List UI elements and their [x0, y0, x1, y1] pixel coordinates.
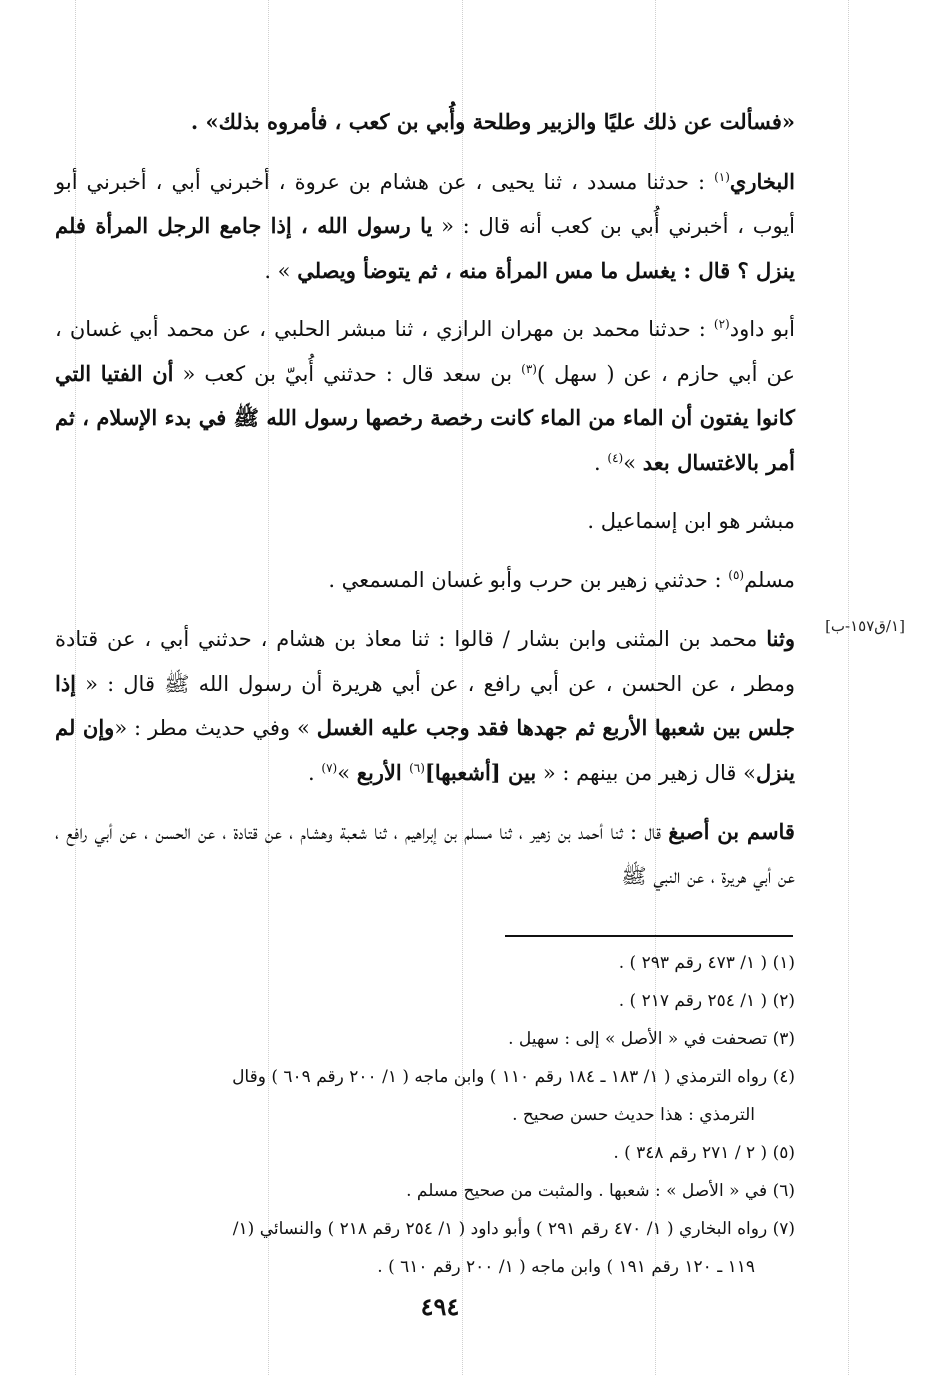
- footnote-ref: (٥): [728, 567, 745, 582]
- manuscript-folio-note: [١/ق١٥٧-ب]: [825, 617, 905, 635]
- footnote-ref: (٢): [713, 317, 730, 331]
- paragraph-1: «فسألت عن ذلك عليًا والزبير وطلحة وأُبي بن كعب ، فأمروه بذلك» .: [190, 109, 795, 134]
- footnote-ref: (٧): [321, 760, 338, 775]
- footnote-6: (٦) في « الأصل » : شعبها . والمثبت من صحيح مسلم .: [406, 1181, 795, 1201]
- page-number: ٤٩٤: [420, 1292, 460, 1321]
- footnote-5: (٥) ( ٢ / ٢٧١ رقم ٣٤٨ ) .: [613, 1143, 795, 1163]
- footnote-7: (٧) رواه البخاري ( ١/ ٤٧٠ رقم ٢٩١ ) وأبو داود ( ١/ ٢٥٤ رقم ٢١٨ ) والنسائي (١/: [232, 1219, 795, 1239]
- scan-dotted-rule: [848, 0, 849, 1375]
- footnote-ref: (٣): [521, 361, 537, 376]
- footnote-separator: [505, 935, 793, 937]
- footnote-ref: (٦): [409, 760, 425, 775]
- footnote-4: (٤) رواه الترمذي ( ١/ ١٨٣ ـ ١٨٤ رقم ١١٠ ) وابن ماجه ( ١/ ٢٠٠ رقم ٦٠٩ ) وقال: [232, 1067, 795, 1087]
- paragraph-6: وثنا محمد بن المثنى وابن بشار / قالوا : ثنا معاذ بن هشام ، حدثني أبي ، عن قتادة ومطر ، عن الحسن ، عن أبي رافع ، عن أبي هريرة أن رسول الله ﷺ قال : « إذا جلس بين شعبها الأربع ثم جهدها فقد وجب عليه الغسل » وفي حديث مطر : «وإن لم ينزل» قال زهير من بينهم : « بين [أشعبها]$^{(٦)}$ الأربع »$^{(٧)}$ .: [55, 626, 795, 785]
- paragraph-4: مبشر هو ابن إسماعيل .: [587, 509, 795, 533]
- paragraph-7: قاسم بن أصبغ قال : ثنا أحمد بن زهير ، ثنا مسلم بن إبراهيم ، ثنا شعبة وهشام ، عن قتادة ، عن الحسن ، عن أبي رافع ، عن أبي هريرة ، عن النبي ﷺ: [55, 819, 795, 888]
- footnote-4-continued: الترمذي : هذا حديث حسن صحيح .: [512, 1105, 755, 1125]
- footnote-ref: (١): [714, 169, 730, 184]
- paragraph-3: أبو داود$^{(٢)}$ : حدثنا محمد بن مهران الرازي ، ثنا مبشر الحلبي ، عن محمد أبي غسان ، عن أبي حازم ، عن ( سهل )$^{(٣)}$ بن سعد قال : حدثني أُبيّ بن كعب « أن الفتيا التي كانوا يفتون أن الماء من الماء كانت رخصة رخصها رسول الله ﷺ في بدء الإسلام ، ثم أمر بالاغتسال بعد »$^{(٤)}$ .: [55, 317, 795, 475]
- main-text: [55, 100, 795, 913]
- footnote-3: (٣) تصحفت في « الأصل » إلى : سهيل .: [508, 1029, 795, 1049]
- footnote-2: (٢) ( ١/ ٢٥٤ رقم ٢١٧ ) .: [618, 991, 795, 1011]
- paragraph-5: مسلم$^{(٥)}$ : حدثني زهير بن حرب وأبو غسان المسمعي .: [328, 567, 795, 592]
- footnote-ref: (٤): [607, 450, 624, 465]
- footnote-7-continued: ١١٩ ـ ١٢٠ رقم ١٩١ ) وابن ماجه ( ١/ ٢٠٠ رقم ٦١٠ ) .: [377, 1257, 755, 1277]
- footnote-1: (١) ( ١/ ٤٧٣ رقم ٢٩٣ ) .: [618, 953, 795, 973]
- paragraph-2: البخاري$^{(١)}$ : حدثنا مسدد ، ثنا يحيى ، عن هشام بن عروة ، أخبرني أبي ، أخبرني أبو أيوب ، أخبرني أُبي بن كعب أنه قال : « يا رسول الله ، إذا جامع الرجل المرأة فلم ينزل ؟ قال : يغسل ما مس المرأة منه ، ثم يتوضأ ويصلي » .: [55, 168, 795, 283]
- footnotes: [55, 944, 795, 1286]
